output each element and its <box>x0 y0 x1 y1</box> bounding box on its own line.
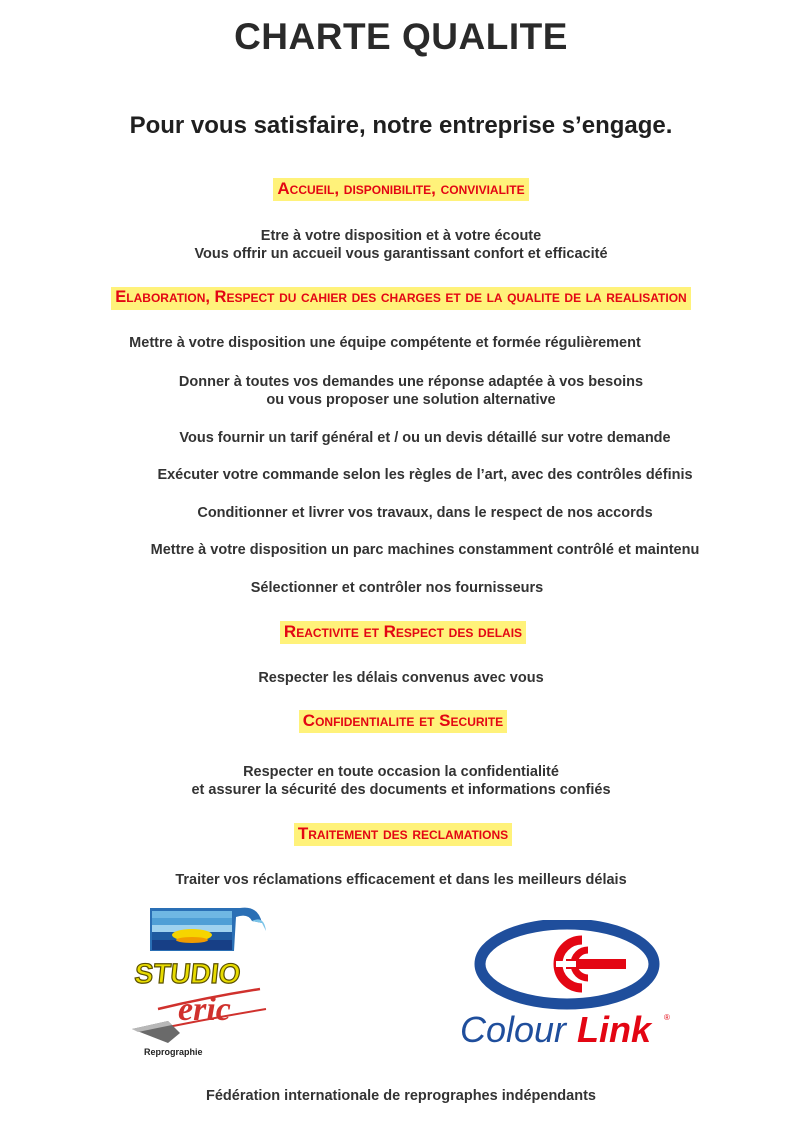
section-line: Etre à votre disposition et à votre écoute <box>260 228 542 244</box>
page-subtitle: Pour vous satisfaire, notre entreprise s’engage. <box>129 112 673 139</box>
svg-text:Link: Link <box>577 1009 652 1050</box>
section-line: Conditionner et livrer vos travaux, dans le respect de nos accords <box>197 505 653 521</box>
section-line: Donner à toutes vos demandes une réponse adaptée à vos besoins <box>178 374 644 390</box>
colourlink-logo <box>460 920 675 1055</box>
section-line: Mettre à votre disposition un parc machines constamment contrôlé et maintenu <box>150 542 700 558</box>
section-line: et assurer la sécurité des documents et informations confiés <box>191 782 611 798</box>
section-heading-text: Traitement des reclamations <box>294 823 512 846</box>
svg-text:Colour: Colour <box>460 1009 567 1050</box>
footer-text: Fédération internationale de reprographes indépendants <box>206 1088 596 1104</box>
section-line: ou vous proposer une solution alternative <box>266 392 556 408</box>
section-line: Respecter les délais convenus avec vous <box>258 670 544 686</box>
svg-text:®: ® <box>664 1013 670 1022</box>
svg-text:eric: eric <box>178 991 231 1028</box>
section-heading-text: Accueil, disponibilite, convivialite <box>273 178 528 201</box>
section-heading-accueil <box>0 178 802 201</box>
section-line: Respecter en toute occasion la confidentialité <box>243 764 559 780</box>
section-line: Vous offrir un accueil vous garantissant confort et efficacité <box>194 246 608 262</box>
svg-text:STUDIO: STUDIO <box>133 958 243 989</box>
section-heading-elaboration <box>0 287 802 310</box>
section-line: Mettre à votre disposition une équipe compétente et formée régulièrement <box>129 335 641 351</box>
section-line: Exécuter votre commande selon les règles de l’art, avec des contrôles définis <box>157 467 693 483</box>
section-heading-text: Elaboration, Respect du cahier des charges et de la qualite de la realisation <box>111 287 690 310</box>
section-line: Traiter vos réclamations efficacement et dans les meilleurs délais <box>175 872 627 888</box>
studio-eric-logo <box>128 905 278 1060</box>
section-heading-reclamations <box>2 823 802 846</box>
section-heading-text: Reactivite et Respect des delais <box>280 621 526 644</box>
page-title: CHARTE QUALITE <box>234 16 568 57</box>
svg-text:Reprographie: Reprographie <box>144 1047 203 1057</box>
section-heading-confidentialite <box>2 710 802 733</box>
section-line: Vous fournir un tarif général et / ou un devis détaillé sur votre demande <box>179 430 671 446</box>
section-heading-reactivite <box>2 621 802 644</box>
section-line: Sélectionner et contrôler nos fournisseurs <box>250 580 544 596</box>
section-heading-text: Confidentialite et Securite <box>299 710 507 733</box>
